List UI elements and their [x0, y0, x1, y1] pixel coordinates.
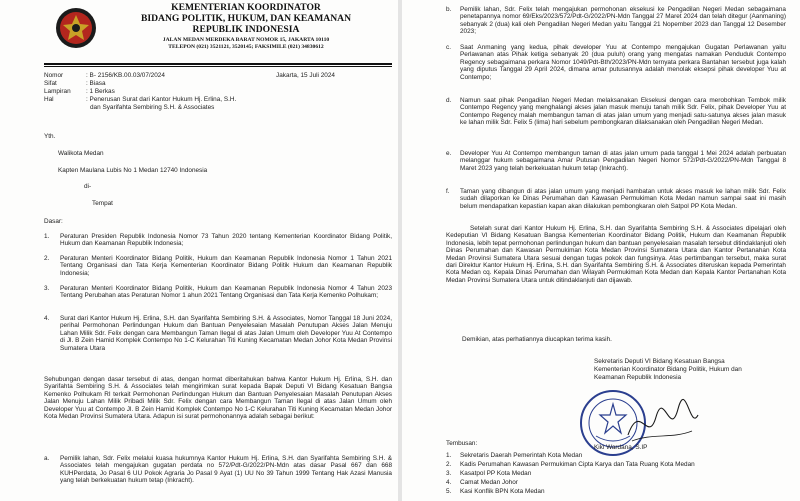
signature-title: Kementerian Koordinator Bidang Politik, Hukum dan [594, 366, 742, 373]
point-item: Pemilik lahan, Sdr. Felix melalui kuasa hukumnya Kantor Hukum Hj. Erlina, S.H. dan Syarifahta Sembiring S.H. & Associates telah mengajukan gugatan perdata no 572/Pdt-G/2022/PN-Mdn atas dasar Pasal 667 dan 668 KUHPerdata, Jo Pasal 6 UU Pokok Agraria Jo Pasal 9 Ayat (1) UU No 39 Tahun 1999 Tentang Hak Azasi Manusia yang telah berkekuatan hukum tetap (Inkracht). [60, 455, 392, 485]
intro-paragraph: Sehubungan dengan dasar tersebut di atas, dengan hormat diberitahukan bahwa Kantor Hukum Hj. Erlina, S.H. dan Syarifahta Sembiring S.H. & Associates telah mengirimkan surat kepada Bapak Deputi VI Bidang Kesatuan Bangsa Kemenko Polhukam RI terkait Permohonan Perlindungan Hukum dan Bantuan Penyelesaian Masalah Penutupan Akses Jalan Menuju Lahan Milik Pribadi Milik Sdr. Felix dengan cara Membangun Taman Ilegal di atas Jalan Umum oleh Developer Yuu at Contempo Jl. B Zein Hamid Komplek Contempo No 1-C Kelurahan Titi Kuning Kecamatan Medan Johor Kota Medan Provinsi Sumatera Utara. Adapun isi surat permohonannya adalah sebagai berikut: [44, 376, 392, 421]
recipient-name: Walikota Medan [58, 150, 104, 157]
meta-hal-line-2: dan Syarifahta Sembiring S.H. & Associates [90, 104, 215, 111]
recipient-di: di- [84, 183, 92, 190]
tembusan-title: Tembusan: [446, 440, 478, 447]
tembusan-number: 1. [446, 452, 452, 459]
meta-value: : Biasa [86, 80, 106, 87]
dasar-number: 4. [44, 315, 50, 322]
letterhead-line-2: BIDANG POLITIK, HUKUM, DAN KEAMANAN [141, 13, 351, 24]
point-item: Developer Yuu At Contempo membangun taman di atas jalan umum pada tanggal 1 Mei 2024 adalah perbuatan melanggar hukum sebagaimana Amar Putusan Pengadilan Negeri Nomor 572/Pdt-G/2022/PN-Mdn Tanggal 8 Maret 2023 yang telah berkekuatan hukum tetap (Inkracht). [460, 150, 786, 172]
recipient-tempat: Tempat [92, 200, 113, 207]
dasar-item: Peraturan Menteri Koordinator Bidang Politik, Hukum dan Keamanan Republik Indonesia Nomor 1 Tahun 2021 Tentang Organisasi dan Tata Kerja Kementerian Koordinator Bidang Politik Hukum dan Keamanan Republik Indonesia; [60, 255, 392, 277]
letterhead-line-1: KEMENTERIAN KOORDINATOR [171, 2, 321, 13]
signatory-name: Kiki Wardana, S.IP [594, 444, 648, 451]
signature-title: Sekretaris Deputi VI Bidang Kesatuan Bangsa [594, 358, 725, 365]
point-letter: b. [446, 6, 452, 13]
letter-page-2 [402, 0, 800, 501]
letterhead-rule [44, 63, 392, 65]
meta-label: Hal [44, 96, 54, 103]
dasar-number: 3. [44, 285, 50, 292]
tembusan-item: Kasatpol PP Kota Medan [460, 470, 532, 477]
dasar-title: Dasar: [44, 218, 63, 225]
place-date: Jakarta, 15 Juli 2024 [276, 72, 335, 79]
tembusan-number: 3. [446, 470, 452, 477]
point-item: Namun saat pihak Pengadilan Negeri Medan melaksanakan Eksekusi dengan cara merobohkan Tembok milik Contempo Regency yang menghalangi akses jalan masuk menuju tanah milik Sdr. Felix, pihak Developer Yuu at Contempo Regency malah membangun taman di atas jalan umum yang menjadi satu-satunya akses jalan masuk ke lahan milik Sdr. Felix 5 (lima) hari sebelum pembongkaran dilaksanakan oleh Pengadilan Negeri Medan. [460, 97, 786, 127]
point-letter: c. [446, 44, 451, 51]
letterhead-rule-thin [44, 66, 392, 67]
dasar-number: 2. [44, 255, 50, 262]
point-letter: e. [446, 150, 452, 157]
tembusan-number: 5. [446, 488, 452, 495]
point-letter: f. [446, 188, 450, 195]
meta-value: : 1 Berkas [86, 88, 115, 95]
letter-page-1 [0, 0, 398, 501]
followup-paragraph: Setelah surat dari Kantor Hukum Hj. Erlina, S.H. dan Syarifahta Sembiring S.H. & Associates dipelajari oleh Kedeputian VI Bidang Kesatuan Bangsa Kementerian Koordinator Bidang Politik, Hukum dan Keamanan Republik Indonesia, lebih tepat permohonan perlindungan hukum dan bantuan penyelesaian masalah tersebut ditindaklanjuti oleh Dinas Perumahan dan Kawasan Permukiman Kota Medan Provinsi Sumatera Utara dan Kantor Pertanahan Kota Medan Provinsi Sumatera Utara sesuai dengan tugas pokok dan fungsinya. Atas pertimbangan tersebut, maka surat dari Direktur Kantor Hukum Hj. Erlina, S.H. dan Syarifahta Sembiring S.H. & Associates diteruskan kepada Pemerintah Kota Medan cq. Kepala Dinas Perumahan dan Wilayah Permukiman Kota Medan dan Kepala Kantor Pertanahan Kota Medan Provinsi Sumatera Utara untuk ditindaklanjuti dan dijawab. [446, 225, 787, 284]
dasar-item: Peraturan Menteri Koordinator Bidang Politik, Hukum dan Keamanan Republik Indonesia Nomor 4 Tahun 2023 Tentang Perubahan atas Peraturan Nomor 1 ahun 2021 Tentang Organisasi dan Tata Kerja Kemenko Polhukam; [60, 285, 392, 300]
point-item: Taman yang dibangun di atas jalan umum yang menjadi hambatan untuk akses masuk ke lahan milik Sdr. Felix sudah dilaporkan ke Dinas Perumahan dan Kawasan Permukiman Kota Medan namun sampai saat ini masih belum mendapatkan kepastian kapan akan dilakukan pembongkaran oleh Satpol PP Kota Medan. [460, 188, 786, 210]
point-item: Saat Anmaning yang kedua, pihak developer Yuu at Contempo mengajukan Gugatan Perlawanan yaitu Perlawanan atas Pihak ketiga sebanyak 20 (dua puluh) orang yang mengatas namakan Penduduk Contempo Regency sebagaimana perkara Nomor 1049/Pdt-Bth/2023/PN-Mdn ternyata perkara Bantahan tersebut juga kalah yang diputus Tanggal 29 April 2024, dimana amar putusannya adalah menolak eksepsi pihak developer Yuu at Contempo; [460, 44, 786, 81]
closing-line: Demikian, atas perhatiannya diucapkan terima kasih. [462, 336, 612, 343]
dasar-number: 1. [44, 233, 50, 240]
tembusan-item: Kasi Konflik BPN Kota Medan [460, 488, 545, 495]
letterhead-address: JALAN MEDAN MERDEKA BARAT NOMOR 15, JAKARTA 10110 [162, 37, 330, 43]
point-letter: a. [44, 455, 50, 462]
ministry-emblem-icon [54, 6, 98, 50]
meta-label: Nomor [44, 72, 64, 79]
meta-label: Lampiran [44, 88, 71, 95]
point-item: Pemilik lahan, Sdr. Felix telah mengajukan permohonan eksekusi ke Pengadilan Negeri Medan sebagaimana penetapannya nomor 69/Eks/2023/572/Pdt-G/2022/PN-Mdn Tanggal 27 Maret 2024 dan telah ditegur (Aanmaning) sebanyak 2 (dua) kali oleh Pengadilan Negeri Medan yaitu Tanggal 21 Nopember 2023 dan Tanggal 12 Desember 2023; [460, 6, 786, 36]
signature-title: Keamanan Republik Indonesia [594, 374, 682, 381]
meta-value: : B- 2156/KB.00.03/07/2024 [86, 72, 165, 79]
recipient-yth: Yth. [44, 133, 56, 140]
letterhead-line-3: REPUBLIK INDONESIA [192, 24, 300, 35]
tembusan-number: 2. [446, 461, 452, 468]
dasar-item: Peraturan Presiden Republik Indonesia Nomor 73 Tahun 2020 tentang Kementerian Koordinator Bidang Politik, Hukum dan Keamanan Republik Indonesia; [60, 233, 392, 248]
meta-label: Sifat [44, 80, 57, 87]
tembusan-item: Kadis Perumahan Kawasan Permukiman Cipta Karya dan Tata Ruang Kota Medan [460, 461, 695, 468]
meta-value: : Penerusan Surat dari Kantor Hukum Hj. Erlina, S.H. [86, 96, 237, 103]
recipient-address: Kapten Maulana Lubis No 1 Medan 12740 Indonesia [58, 167, 208, 174]
letterhead-phone: TELEPON (021) 3521121, 3520145; FAKSIMILE (021) 34830612 [168, 44, 324, 50]
point-letter: d. [446, 97, 452, 104]
tembusan-item: Camat Medan Johor [460, 479, 518, 486]
tembusan-number: 4. [446, 479, 452, 486]
tembusan-item: Sekretaris Daerah Pemerintah Kota Medan [460, 452, 583, 459]
letterhead [100, 2, 392, 51]
dasar-item: Surat dari Kantor Hukum Hj. Erlina, S.H. dan Syarifahta Sembiring S.H. & Associates, Nomor Tanggal 18 Juni 2024, perihal Permohonan Perlindungan Hukum dan Bantuan Penyelesaian Masalah Penutupan Akses Jalan Menuju Lahan Milik Sdr. Felix dengan cara Membangun Taman Ilegal di atas Jalan Umum oleh Developer Yuu At Contempo di Jl. B Zein Hamid Komplek Contempo No 1-C Kelurahan Titi Kuning Kecamatan Medan Johor Kota Medan Provinsi Sumatera Utara [60, 315, 392, 352]
